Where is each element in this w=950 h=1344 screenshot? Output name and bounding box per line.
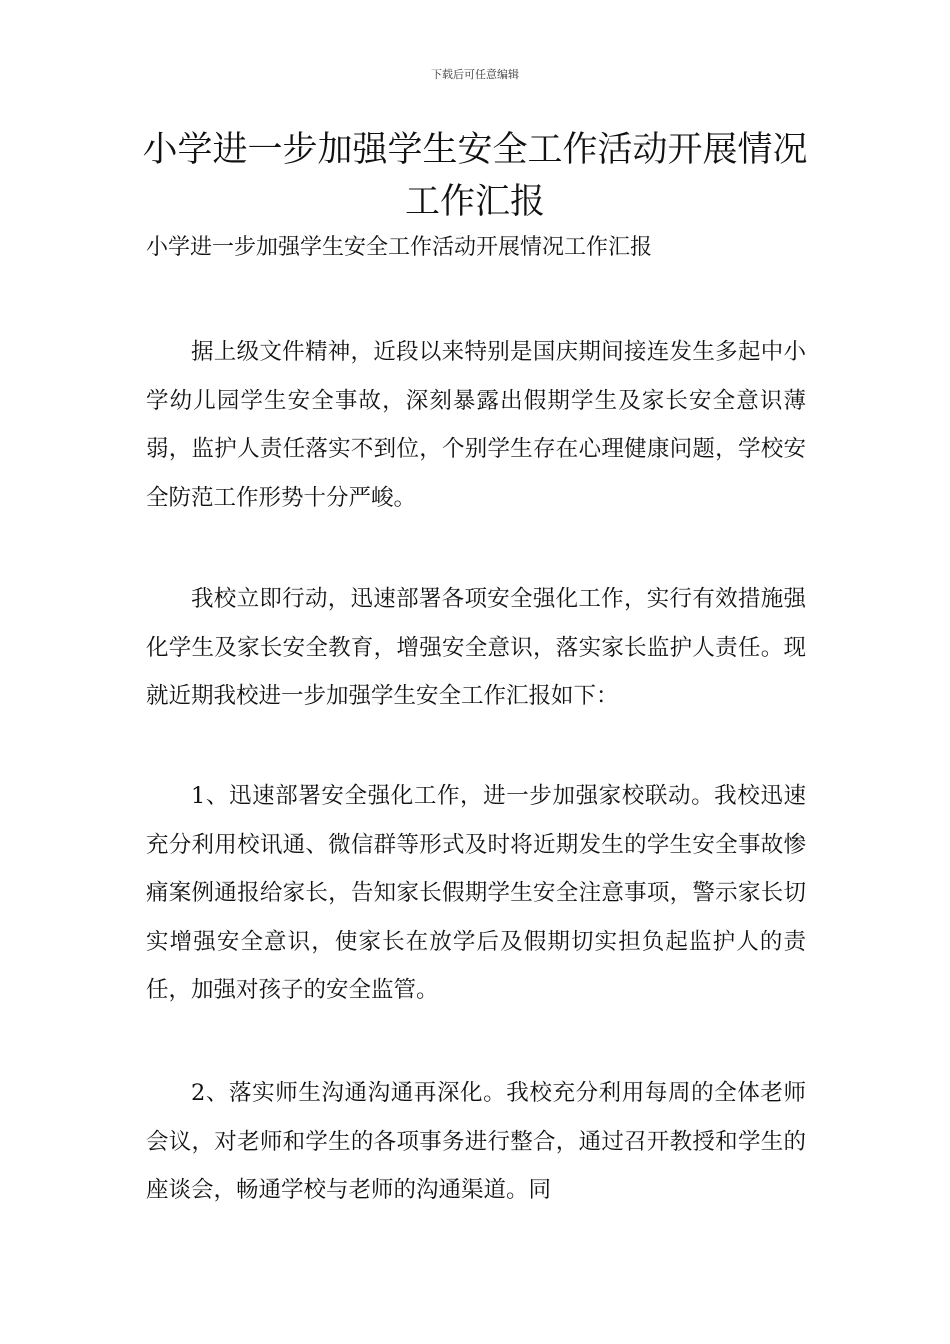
- paragraph-item-2: 2、落实师生沟通沟通再深化。我校充分利用每周的全体老师会议，对老师和学生的各项事务进行整合，通过召开教授和学生的座谈会，畅通学校与老师的沟通渠道。同: [146, 1080, 806, 1203]
- header-note: 下载后可任意编辑: [431, 68, 519, 81]
- paragraph-intro: 据上级文件精神，近段以来特别是国庆期间接连发生多起中小学幼儿园学生安全事故，深刻暴露出假期学生及家长安全意识薄弱，监护人责任落实不到位，个别学生存在心理健康问题，学校安全防范工作形势十分严峻。: [146, 339, 806, 511]
- paragraph-item-1: 1、迅速部署安全强化工作，进一步加强家校联动。我校迅速充分利用校讯通、微信群等形式及时将近期发生的学生安全事故惨痛案例通报给家长，告知家长假期学生安全注意事项，警示家长切实增强安全意识，使家长在放学后及假期切实担负起监护人的责任，加强对孩子的安全监管。: [146, 783, 806, 1003]
- paragraph-action: 我校立即行动，迅速部署各项安全强化工作，实行有效措施强化学生及家长安全教育，增强安全意识，落实家长监护人责任。现就近期我校进一步加强学生安全工作汇报如下：: [146, 586, 806, 709]
- document-title: 小学进一步加强学生安全工作活动开展情况工作汇报: [142, 130, 808, 222]
- document-subtitle: 小学进一步加强学生安全工作活动开展情况工作汇报: [146, 235, 653, 260]
